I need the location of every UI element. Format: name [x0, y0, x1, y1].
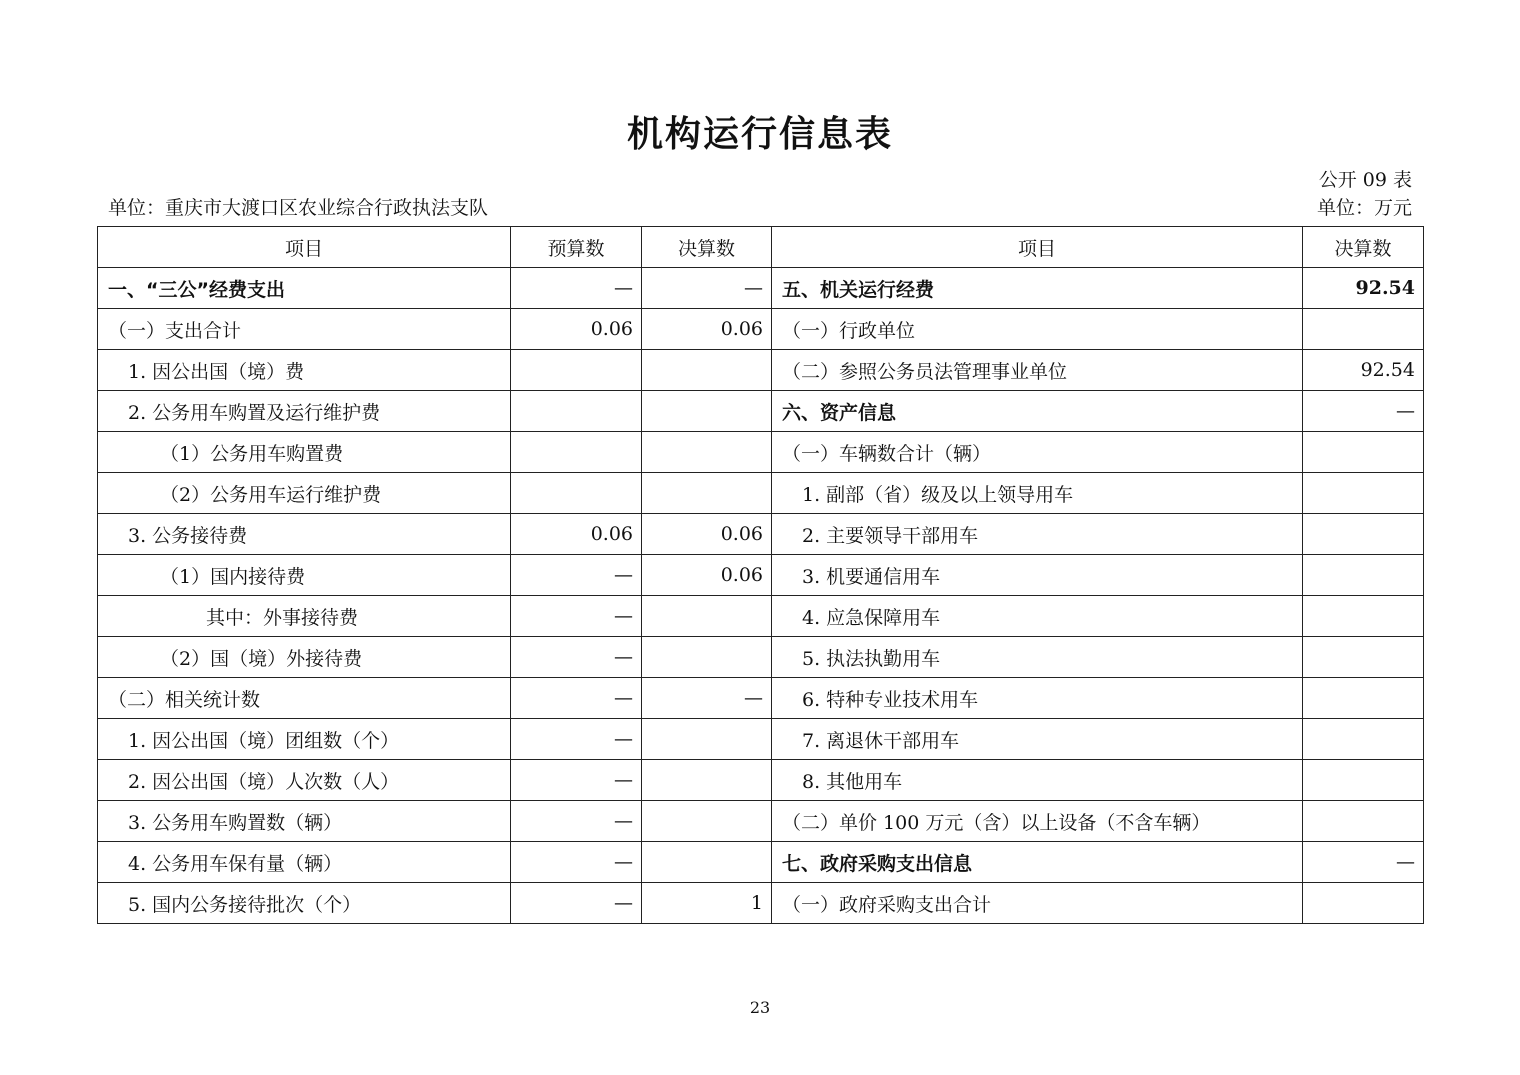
right-item-label: 7. 离退休干部用车	[772, 719, 1303, 760]
left-item-label: 2. 公务用车购置及运行维护费	[98, 391, 511, 432]
budget-value: —	[511, 719, 642, 760]
table-row	[98, 719, 1424, 760]
budget-value: —	[511, 883, 642, 924]
left-item-label: （2）公务用车运行维护费	[98, 473, 511, 514]
final-value: —	[642, 678, 772, 719]
budget-value	[511, 473, 642, 514]
final-value	[642, 391, 772, 432]
right-final-value	[1303, 719, 1424, 760]
right-final-value: —	[1303, 391, 1424, 432]
table-row	[98, 514, 1424, 555]
header-left-item: 项目	[98, 227, 511, 268]
right-item-label: 8. 其他用车	[772, 760, 1303, 801]
header-budget: 预算数	[511, 227, 642, 268]
budget-value: —	[511, 637, 642, 678]
table-row	[98, 391, 1424, 432]
final-value	[642, 801, 772, 842]
right-item-label: 2. 主要领导干部用车	[772, 514, 1303, 555]
header-final: 决算数	[642, 227, 772, 268]
right-final-value	[1303, 514, 1424, 555]
unit-currency: 单位：万元	[1316, 197, 1412, 219]
budget-value: 0.06	[511, 309, 642, 350]
right-final-value	[1303, 309, 1424, 350]
left-item-label: （一）支出合计	[98, 309, 511, 350]
budget-value: —	[511, 801, 642, 842]
final-value	[642, 350, 772, 391]
table-row	[98, 678, 1424, 719]
budget-value: —	[511, 268, 642, 309]
left-item-label: 3. 公务用车购置数（辆）	[98, 801, 511, 842]
final-value: 1	[642, 883, 772, 924]
right-item-label: 6. 特种专业技术用车	[772, 678, 1303, 719]
right-final-value	[1303, 760, 1424, 801]
header-right-item: 项目	[772, 227, 1303, 268]
table-row	[98, 350, 1424, 391]
right-final-value	[1303, 473, 1424, 514]
final-value	[642, 432, 772, 473]
right-item-label: 4. 应急保障用车	[772, 596, 1303, 637]
right-item-label: （一）车辆数合计（辆）	[772, 432, 1303, 473]
table-header-row	[98, 227, 1424, 268]
left-item-label: 其中：外事接待费	[98, 596, 511, 637]
header-right-final: 决算数	[1303, 227, 1424, 268]
right-final-value	[1303, 678, 1424, 719]
budget-value: —	[511, 555, 642, 596]
table-row	[98, 432, 1424, 473]
form-number: 公开 09 表	[1318, 169, 1412, 191]
final-value: —	[642, 268, 772, 309]
right-final-value	[1303, 883, 1424, 924]
right-item-label: 七、政府采购支出信息	[772, 842, 1303, 883]
right-item-label: （一）行政单位	[772, 309, 1303, 350]
left-item-label: （2）国（境）外接待费	[98, 637, 511, 678]
right-final-value: 92.54	[1303, 350, 1424, 391]
right-final-value: —	[1303, 842, 1424, 883]
budget-value: —	[511, 760, 642, 801]
right-final-value: 92.54	[1303, 268, 1424, 309]
final-value	[642, 719, 772, 760]
budget-value	[511, 432, 642, 473]
final-value	[642, 842, 772, 883]
right-item-label: （二）参照公务员法管理事业单位	[772, 350, 1303, 391]
right-final-value	[1303, 555, 1424, 596]
right-final-value	[1303, 637, 1424, 678]
final-value	[642, 637, 772, 678]
left-item-label: （二）相关统计数	[98, 678, 511, 719]
final-value: 0.06	[642, 309, 772, 350]
final-value	[642, 596, 772, 637]
right-item-label: （一）政府采购支出合计	[772, 883, 1303, 924]
budget-value	[511, 350, 642, 391]
right-item-label: 五、机关运行经费	[772, 268, 1303, 309]
right-item-label: 3. 机要通信用车	[772, 555, 1303, 596]
budget-value: —	[511, 678, 642, 719]
left-item-label: 1. 因公出国（境）团组数（个）	[98, 719, 511, 760]
right-final-value	[1303, 432, 1424, 473]
table-row	[98, 883, 1424, 924]
right-item-label: （二）单价 100 万元（含）以上设备（不含车辆）	[772, 801, 1303, 842]
left-item-label: 4. 公务用车保有量（辆）	[98, 842, 511, 883]
right-final-value	[1303, 801, 1424, 842]
budget-value	[511, 391, 642, 432]
right-item-label: 5. 执法执勤用车	[772, 637, 1303, 678]
left-item-label: （1）国内接待费	[98, 555, 511, 596]
final-value: 0.06	[642, 514, 772, 555]
table-row	[98, 555, 1424, 596]
budget-value: —	[511, 596, 642, 637]
page-number: 23	[749, 998, 771, 1017]
table-row	[98, 760, 1424, 801]
budget-value: —	[511, 842, 642, 883]
table-row	[98, 637, 1424, 678]
budget-value: 0.06	[511, 514, 642, 555]
table-row	[98, 268, 1424, 309]
left-item-label: 一、“三公”经费支出	[98, 268, 511, 309]
table-row	[98, 309, 1424, 350]
left-item-label: 2. 因公出国（境）人次数（人）	[98, 760, 511, 801]
right-item-label: 1. 副部（省）级及以上领导用车	[772, 473, 1303, 514]
table-row	[98, 596, 1424, 637]
table-row	[98, 842, 1424, 883]
final-value	[642, 760, 772, 801]
left-item-label: 1. 因公出国（境）费	[98, 350, 511, 391]
right-final-value	[1303, 596, 1424, 637]
left-item-label: 3. 公务接待费	[98, 514, 511, 555]
unit-organization: 单位：重庆市大渡口区农业综合行政执法支队	[108, 197, 489, 219]
table-row	[98, 801, 1424, 842]
final-value: 0.06	[642, 555, 772, 596]
table-row	[98, 473, 1424, 514]
info-table	[97, 226, 1424, 924]
left-item-label: 5. 国内公务接待批次（个）	[98, 883, 511, 924]
final-value	[642, 473, 772, 514]
left-item-label: （1）公务用车购置费	[98, 432, 511, 473]
right-item-label: 六、资产信息	[772, 391, 1303, 432]
page-title: 机构运行信息表	[626, 114, 893, 155]
